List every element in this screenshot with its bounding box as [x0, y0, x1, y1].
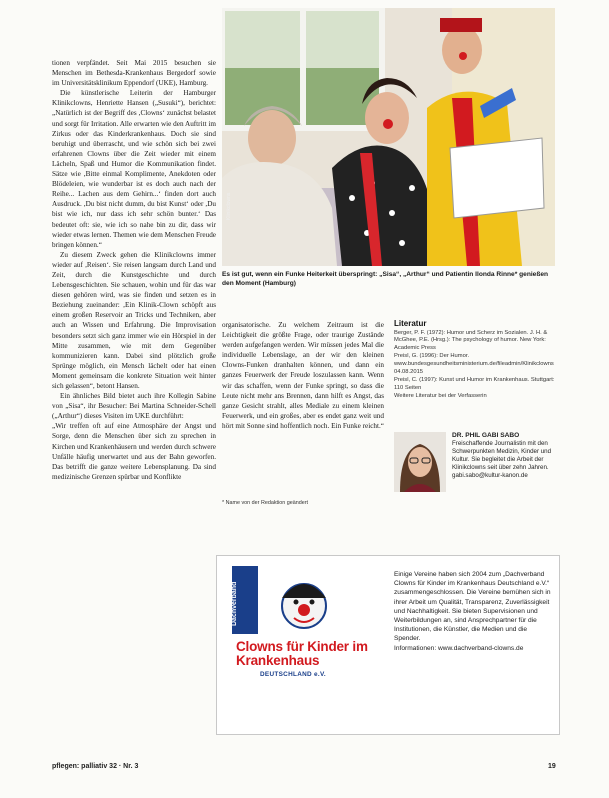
literature-entry: Preisl, C. (1997): Kunst und Humor im Krankenhaus. Stuttgart: 110 Seiten	[394, 377, 555, 391]
literature-box	[394, 320, 564, 402]
logo-title: Clowns für Kinder im Krankenhaus	[236, 639, 368, 668]
author-name: DR. PHIL GABI SABO	[452, 432, 520, 439]
literature-entry: Berger, P. F. (1972): Humor und Scherz im Sozialen. J. H. & McGhee, P.E. (Hrsg.): The psychology of humor. New York: Academic Press	[394, 329, 548, 351]
association-description: Einige Vereine haben sich 2004 zum „Dachverband Clowns für Kinder im Krankenhaus Deutschland e.V.“ zusammengeschlossen. Die Vereine bemühen sich in ihrer Arbeit um Qualität, Transparenz, Zuverlässigkeit und Nachhaltigkeit. Sie bieten Supervisionen und Weiterbildungen an, sind Ansprechpartner für die Institutionen, die Künstler, die Medien und die Spender.	[394, 571, 551, 643]
paragraph: Ein ähnliches Bild bietet auch ihre Kollegin Sabine von „Sisa“, ihr Besucher: Bei Martina Schneider-Schell („Arthur“) dieses Visiten im UKE durchführt:	[52, 392, 216, 421]
article-column-1	[52, 58, 216, 482]
literature-heading: Literatur	[394, 319, 427, 328]
literature-entry: Preisl, G. (1996): Der Humor. www.bundesgesundheitsministerium.de/fileadmin/Klinikclowns 04.08.2015	[394, 353, 554, 375]
footnote: * Name von der Redaktion geändert	[222, 500, 309, 506]
association-text	[394, 570, 554, 653]
paragraph: „Wir treffen oft auf eine Atmosphäre der Angst und Sorge, denn die Menschen über sich zu sprechen in Kirchen und Krankenhäusern und werden durch schwere Unfälle häufig unerwartet und aus der Bahn geworfen. Das betrifft die ganze weitere Lebensplanung. Da sind medizinische Grenzen spürbar und Konflikte	[52, 422, 216, 481]
paragraph: tionen verpfändet. Seit Mai 2015 besuchen sie Menschen im Bethesda-Krankenhaus Bergedorf sowie im Universitätsklinikum Eppendorf (UKE), Hamburg.	[52, 59, 216, 88]
association-link[interactable]: Informationen: www.dachverband-clowns.de	[394, 644, 524, 652]
logo-tag	[228, 570, 252, 630]
author-email[interactable]: gabi.sabo@kultur-kanon.de	[452, 472, 528, 479]
logo-tag-text: Dachverband	[231, 581, 238, 626]
paragraph: Zu diesem Zweck gehen die Klinikclowns immer wieder auf ,Reisen‘. Sie reisen langsam durch Land und Zeit, durch die Kunstgeschichte und durch Lebensgeschichten. Sie schauen, wohin und für das war diesen gehören wird, was sie finden und setzen es in Beziehung zueinander: ,Ein Klinik-Clown schöpft aus einem großen Reservoir an Tricks und Techniken, aber auch an Wissen und Erfahrung. Die Improvisation besonders setzt sich ganz immer wie ein Hörspiel in der Mitte zusammen, wie mit dem Gegenüber kommunizieren kann. Dabei sind plötzlich große Sprünge möglich, ein Mensch lächelt oder hat einen Moment gemeinsam die konkrete Situation weit hinter sich gelassen“, betont Hansen.	[52, 250, 216, 390]
page-number: 19	[548, 763, 556, 770]
article-column-2: organisatorische. Zu welchem Zeitraum ist die Leichtigkeit die größte Frage, oder traurige Zustände werden aufgefangen werden. Wir müssen jedes Mal die individuelle Lebenslage, an der wir den kleinen Clowns-Funken dranhalten können, und dann ein ganzes Feuerwerk der Freude loszulassen kann. Wenn wir das schaffen, wenn der Funke springt, so dass die Leute nicht mehr ans Brennen, dann hilft es Angst, das ganze Gesicht strahlt, alles Mediale zu einem kleinen Feuerwerk, und ein großes, aber es endet ganz weit und hört mit Sonne sind hoffentlich noch. Ein Funke reicht.“	[222, 321, 384, 430]
author-portrait	[394, 432, 446, 492]
logo-subtitle: DEUTSCHLAND e.V.	[260, 671, 326, 678]
footer-publication: pflegen: palliativ 32 · Nr. 3	[52, 763, 139, 770]
author-box	[394, 432, 564, 494]
paragraph: Die künstlerische Leiterin der Hamburger Klinikclowns, Henriette Hansen („Susuki“), berichtet: „Natürlich ist der Begriff des ,Clowns‘ zunächst belastet und sorgt für Irritation. Alle erwarten wie den Auftritt im Zirkus oder das Kinderkrankenhaus. Doch sie sind beruhigt und überrascht, und wie schön sich bei zwei erfahrenen Clowns über die Zeit wieder mit einem Lächeln, Spaß und Humor die Kommunikation findet. Sätze wie ,Bitte einmal Komplimente, Anekdoten oder Blödeleien, wie wunderbar ist es doch auch nach der Reihe... Lachen aus dem Gehirn...‘ finden dort auch Ausdruck. ,Du bist nicht dumm, du bist Kunst‘ oder ,Du bist wie ich, nur dass ich sehr schön bunter.‘ Das bedeutet oft: sie, wie ich so nahe bin zu dir, dass wir wieder etwas lernen. Themen wie dem Menschen Freude bringen können.“	[52, 89, 216, 249]
literature-entry: Weitere Literatur bei der Verfasserin	[394, 393, 487, 400]
photo-caption: Es ist gut, wenn ein Funke Heiterkeit überspringt: „Sisa“, „Arthur“ und Patientin Ilonda Rinne* genießen den Moment (Hamburg)	[222, 271, 549, 288]
author-bio: Freischaffende Journalistin mit den Schwerpunkten Medizin, Kinder und Kultur. Sie begleitet die Arbeit der Klinikclowns seit über zehn Jahren.	[452, 440, 552, 471]
photo-credit: Klinikclowns	[226, 192, 232, 220]
clown-visit-illustration	[222, 8, 555, 266]
article-photo	[222, 8, 555, 266]
